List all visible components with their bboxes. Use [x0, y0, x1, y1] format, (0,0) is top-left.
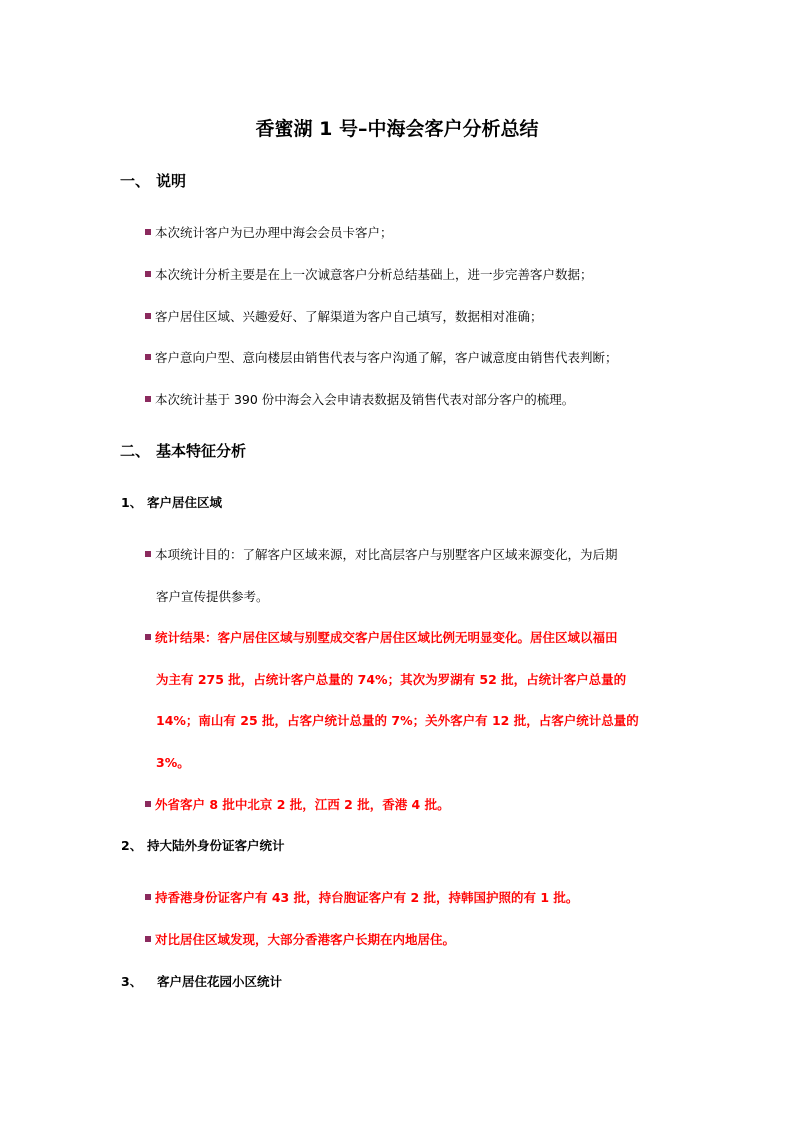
- list-item: [145, 223, 393, 243]
- section-title: 说明: [156, 172, 187, 190]
- list-item-highlight: [145, 888, 578, 908]
- list-item-continuation: 为主有 275 批，占统计客户总量的 74%；其次为罗湖有 52 批，占统计客户总量的: [156, 672, 627, 687]
- section-title: 基本特征分析: [156, 442, 247, 460]
- section-heading-explanation: [120, 170, 186, 192]
- list-item: [145, 265, 593, 285]
- subsection-number: 2、: [121, 838, 143, 853]
- list-item: [145, 545, 618, 565]
- section-heading-basic-analysis: [120, 440, 246, 462]
- list-item-text: 本次统计基于 390 份中海会入会申请表数据及销售代表对部分客户的梳理。: [155, 392, 575, 407]
- square-bullet-icon: [145, 936, 151, 942]
- list-item-highlight: [145, 628, 618, 648]
- list-item-text: 客户居住区域、兴趣爱好、了解渠道为客户自己填写，数据相对准确；: [155, 309, 543, 324]
- square-bullet-icon: [145, 634, 151, 640]
- list-item-highlight: [145, 930, 455, 950]
- square-bullet-icon: [145, 894, 151, 900]
- square-bullet-icon: [145, 354, 151, 360]
- subsection-heading-residence-area: [121, 493, 222, 513]
- list-item-text: 本次统计客户为已办理中海会会员卡客户；: [155, 225, 393, 240]
- subsection-number: 3、: [121, 974, 143, 989]
- subsection-title: 客户居住区域: [147, 495, 223, 510]
- list-item-text: 对比居住区域发现，大部分香港客户长期在内地居住。: [155, 932, 456, 947]
- subsection-number: 1、: [121, 495, 143, 510]
- list-item-text: 本次统计分析主要是在上一次诚意客户分析总结基础上，进一步完善客户数据；: [155, 267, 593, 282]
- list-item: [145, 390, 574, 410]
- subsection-title: 客户居住花园小区统计: [157, 974, 283, 989]
- square-bullet-icon: [145, 551, 151, 557]
- page-title: 香蜜湖 1 号–中海会客户分析总结: [255, 118, 539, 140]
- list-item-text: 客户意向户型、意向楼层由销售代表与客户沟通了解，客户诚意度由销售代表判断；: [155, 350, 618, 365]
- subsection-heading-non-mainland-id: [121, 836, 285, 856]
- square-bullet-icon: [145, 313, 151, 319]
- list-item-continuation: 14%；南山有 25 批，占客户统计总量的 7%；关外客户有 12 批，占客户统计总量的: [156, 713, 639, 728]
- list-item: [145, 307, 543, 327]
- square-bullet-icon: [145, 271, 151, 277]
- list-item-highlight: [145, 795, 450, 815]
- list-item-text: 持香港身份证客户有 43 批，持台胞证客户有 2 批，持韩国护照的有 1 批。: [155, 890, 579, 905]
- list-item: [145, 348, 618, 368]
- list-item-continuation: 3%。: [156, 755, 190, 770]
- subsection-title: 持大陆外身份证客户统计: [147, 838, 285, 853]
- subsection-heading-residential-community: [121, 972, 282, 992]
- square-bullet-icon: [145, 229, 151, 235]
- list-item-text: 外省客户 8 批中北京 2 批，江西 2 批，香港 4 批。: [155, 797, 450, 812]
- list-item-text: 统计结果：客户居住区域与别墅成交客户居住区域比例无明显变化。居住区域以福田: [155, 630, 618, 645]
- square-bullet-icon: [145, 801, 151, 807]
- list-item-continuation: 客户宣传提供参考。: [156, 589, 269, 604]
- section-number: 一、: [120, 172, 151, 190]
- list-item-text: 本项统计目的：了解客户区域来源，对比高层客户与别墅客户区域来源变化，为后期: [155, 547, 618, 562]
- section-number: 二、: [120, 442, 151, 460]
- square-bullet-icon: [145, 396, 151, 402]
